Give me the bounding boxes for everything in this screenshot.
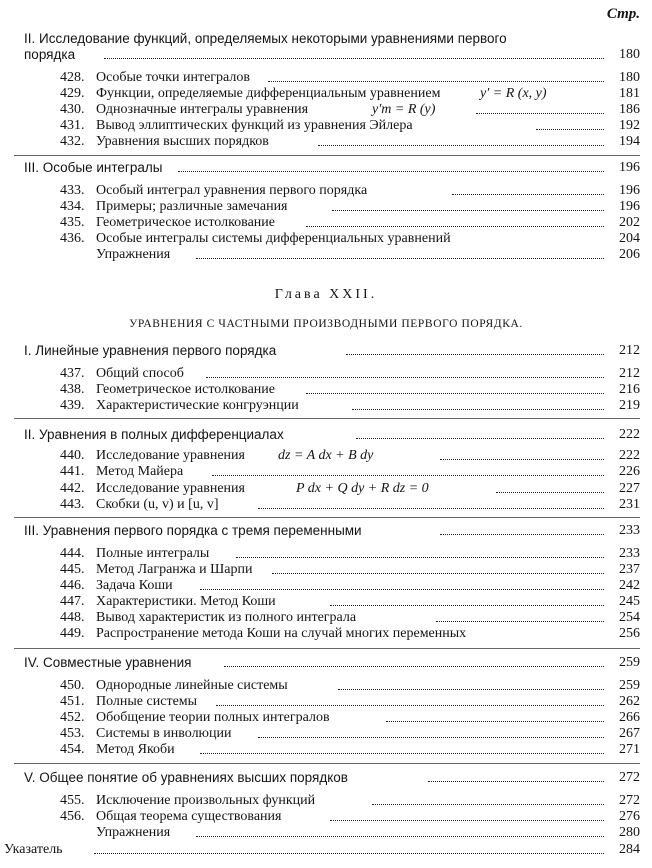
entry-number: 453. bbox=[60, 726, 85, 741]
dot-leader bbox=[352, 409, 604, 410]
toc-entry bbox=[0, 247, 652, 263]
toc-entry bbox=[0, 610, 652, 626]
toc-entry bbox=[0, 231, 652, 247]
page-number: 212 bbox=[619, 343, 640, 358]
toc-entry bbox=[0, 215, 652, 231]
page-number: 192 bbox=[619, 118, 640, 133]
toc-entry bbox=[0, 793, 652, 809]
page-number: 284 bbox=[619, 842, 640, 857]
page-number: 202 bbox=[619, 215, 640, 230]
section-divider bbox=[14, 517, 640, 518]
entry-title: Метод Майера bbox=[96, 464, 184, 479]
toc-section-heading bbox=[0, 47, 652, 63]
page-number: 181 bbox=[619, 86, 640, 101]
toc-entry bbox=[0, 742, 652, 758]
entry-number: 442. bbox=[60, 481, 85, 496]
page-number: 280 bbox=[619, 825, 640, 840]
dot-leader bbox=[372, 804, 604, 805]
page-number: 196 bbox=[619, 160, 640, 175]
section-title: IV. Совместные уравнения bbox=[24, 655, 192, 670]
page-number: 256 bbox=[619, 626, 640, 641]
entry-number: 446. bbox=[60, 578, 85, 593]
section-divider bbox=[14, 763, 640, 764]
entry-title: Уравнения высших порядков bbox=[96, 134, 269, 149]
toc-entry bbox=[0, 578, 652, 594]
dot-leader bbox=[196, 836, 604, 837]
section-title: III. Особые интегралы bbox=[24, 160, 163, 175]
toc-section-heading bbox=[0, 343, 652, 359]
page-number: 231 bbox=[619, 497, 640, 512]
entry-title: Особый интеграл уравнения первого порядка bbox=[96, 183, 368, 198]
page-number: 254 bbox=[619, 610, 640, 625]
page-number: 219 bbox=[619, 398, 640, 413]
toc-entry bbox=[0, 199, 652, 215]
dot-leader bbox=[258, 508, 604, 509]
page-number: 180 bbox=[619, 70, 640, 85]
page-number: 206 bbox=[619, 247, 640, 262]
toc-entry bbox=[0, 382, 652, 398]
entry-formula: y′ = R (x, y) bbox=[480, 86, 547, 101]
entry-title: Вывод характеристик из полного интеграла bbox=[96, 610, 357, 625]
entry-number: 454. bbox=[60, 742, 85, 757]
dot-leader bbox=[428, 781, 604, 782]
chapter-subtitle-line bbox=[0, 316, 652, 332]
dot-leader bbox=[224, 666, 604, 667]
toc-entry bbox=[0, 70, 652, 86]
page-number: 233 bbox=[619, 523, 640, 538]
entry-number: 434. bbox=[60, 199, 85, 214]
entry-title: Характеристические конгруэнции bbox=[96, 398, 299, 413]
entry-number: 440. bbox=[60, 448, 85, 463]
entry-number: 437. bbox=[60, 366, 85, 381]
entry-title: Исключение произвольных функций bbox=[96, 793, 316, 808]
entry-title: Функции, определяемые дифференциальным уравнением bbox=[96, 86, 441, 101]
dot-leader bbox=[306, 226, 604, 227]
dot-leader bbox=[200, 753, 604, 754]
toc-section-heading bbox=[0, 770, 652, 786]
toc-entry bbox=[0, 118, 652, 134]
page-number: 196 bbox=[619, 183, 640, 198]
section-title: V. Общее понятие об уравнениях высших порядков bbox=[24, 770, 348, 785]
page-number: 204 bbox=[619, 231, 640, 246]
dot-leader bbox=[436, 621, 604, 622]
entry-title: Обобщение теории полных интегралов bbox=[96, 710, 330, 725]
page-number: 196 bbox=[619, 199, 640, 214]
dot-leader bbox=[94, 853, 604, 854]
entry-number: 433. bbox=[60, 183, 85, 198]
toc-entry bbox=[0, 626, 652, 642]
page-number: 222 bbox=[619, 448, 640, 463]
entry-title: Задача Коши bbox=[96, 578, 173, 593]
entry-title: Геометрическое истолкование bbox=[96, 215, 275, 230]
dot-leader bbox=[216, 705, 604, 706]
dot-leader bbox=[386, 721, 604, 722]
entry-title: Упражнения bbox=[96, 247, 171, 262]
dot-leader bbox=[212, 475, 604, 476]
entry-title: Общая теорема существования bbox=[96, 809, 282, 824]
dot-leader bbox=[338, 689, 604, 690]
dot-leader bbox=[356, 438, 604, 439]
entry-title: Указатель bbox=[4, 842, 63, 857]
toc-entry bbox=[0, 481, 652, 497]
dot-leader bbox=[536, 129, 604, 130]
toc-entry bbox=[0, 448, 652, 464]
section-title: II. Уравнения в полных дифференциалах bbox=[24, 427, 284, 442]
section-title-continued: порядка bbox=[24, 47, 76, 62]
entry-title: Полные системы bbox=[96, 694, 198, 709]
dot-leader bbox=[318, 145, 604, 146]
entry-number: 428. bbox=[60, 70, 85, 85]
page-number: 271 bbox=[619, 742, 640, 757]
entry-number: 452. bbox=[60, 710, 85, 725]
toc-section-heading bbox=[0, 160, 652, 176]
page-header bbox=[0, 6, 652, 22]
dot-leader bbox=[104, 58, 604, 59]
toc-entry bbox=[0, 398, 652, 414]
entry-title: Полные интегралы bbox=[96, 546, 210, 561]
entry-title: Особые интегралы системы дифференциальных уравнений bbox=[96, 231, 451, 246]
entry-title: Системы в инволюции bbox=[96, 726, 232, 741]
toc-entry bbox=[0, 825, 652, 841]
dot-leader bbox=[200, 589, 604, 590]
entry-formula: P dx + Q dy + R dz = 0 bbox=[296, 481, 429, 496]
entry-formula: dz = A dx + B dy bbox=[278, 448, 374, 463]
section-title: III. Уравнения первого порядка с тремя переменными bbox=[24, 523, 362, 538]
page-number: 216 bbox=[619, 382, 640, 397]
entry-number: 447. bbox=[60, 594, 85, 609]
page-number: 226 bbox=[619, 464, 640, 479]
dot-leader bbox=[330, 820, 604, 821]
entry-number: 443. bbox=[60, 497, 85, 512]
entry-number: 431. bbox=[60, 118, 85, 133]
entry-number: 455. bbox=[60, 793, 85, 808]
dot-leader bbox=[452, 194, 604, 195]
dot-leader bbox=[306, 393, 604, 394]
entry-number: 441. bbox=[60, 464, 85, 479]
page-number: 262 bbox=[619, 694, 640, 709]
dot-leader bbox=[272, 573, 604, 574]
entry-number: 451. bbox=[60, 694, 85, 709]
dot-leader bbox=[196, 258, 604, 259]
entry-title: Примеры; различные замечания bbox=[96, 199, 288, 214]
entry-title: Метод Лагранжа и Шарпи bbox=[96, 562, 253, 577]
toc-entry bbox=[0, 366, 652, 382]
section-divider bbox=[14, 155, 640, 156]
entry-title: Геометрическое истолкование bbox=[96, 382, 275, 397]
page-number: 272 bbox=[619, 770, 640, 785]
entry-title: Характеристики. Метод Коши bbox=[96, 594, 276, 609]
entry-number: 432. bbox=[60, 134, 85, 149]
dot-leader bbox=[178, 171, 604, 172]
dot-leader bbox=[346, 354, 604, 355]
dot-leader bbox=[258, 737, 604, 738]
entry-title: Вывод эллиптических функций из уравнения Эйлера bbox=[96, 118, 413, 133]
entry-title: Распространение метода Коши на случай многих переменных bbox=[96, 626, 467, 641]
dot-leader bbox=[440, 459, 604, 460]
section-title: I. Линейные уравнения первого порядка bbox=[24, 343, 277, 358]
toc-section-heading bbox=[0, 427, 652, 443]
dot-leader bbox=[476, 113, 604, 114]
entry-number: 450. bbox=[60, 678, 85, 693]
page-number: 194 bbox=[619, 134, 640, 149]
section-divider bbox=[14, 418, 640, 419]
dot-leader bbox=[332, 210, 604, 211]
toc-entry bbox=[0, 497, 652, 513]
toc-entry bbox=[0, 102, 652, 118]
entry-number: 430. bbox=[60, 102, 85, 117]
page-number: 267 bbox=[619, 726, 640, 741]
page-number: 276 bbox=[619, 809, 640, 824]
toc-entry bbox=[0, 842, 652, 858]
entry-title: Однородные линейные системы bbox=[96, 678, 288, 693]
dot-leader bbox=[206, 377, 604, 378]
dot-leader bbox=[330, 605, 604, 606]
entry-title: Упражнения bbox=[96, 825, 171, 840]
page-number: 227 bbox=[619, 481, 640, 496]
page-number: 245 bbox=[619, 594, 640, 609]
entry-number: 438. bbox=[60, 382, 85, 397]
entry-number: 435. bbox=[60, 215, 85, 230]
toc-entry bbox=[0, 464, 652, 480]
entry-title: Исследование уравнения bbox=[96, 481, 245, 496]
toc-entry bbox=[0, 594, 652, 610]
page-number: 242 bbox=[619, 578, 640, 593]
entry-number: 448. bbox=[60, 610, 85, 625]
chapter-heading bbox=[0, 287, 652, 303]
entry-formula: y′m = R (y) bbox=[372, 102, 436, 117]
section-divider bbox=[14, 648, 640, 649]
page-number: 180 bbox=[619, 47, 640, 62]
toc-entry bbox=[0, 726, 652, 742]
entry-number: 445. bbox=[60, 562, 85, 577]
toc-entry bbox=[0, 134, 652, 150]
page-number: 233 bbox=[619, 546, 640, 561]
entry-number: 439. bbox=[60, 398, 85, 413]
page-number: 222 bbox=[619, 427, 640, 442]
entry-title: Особые точки интегралов bbox=[96, 70, 250, 85]
page-number: 186 bbox=[619, 102, 640, 117]
page-number: 266 bbox=[619, 710, 640, 725]
page-number: 259 bbox=[619, 678, 640, 693]
entry-number: 444. bbox=[60, 546, 85, 561]
toc-section-heading bbox=[0, 523, 652, 539]
toc-entry bbox=[0, 183, 652, 199]
page-number: 259 bbox=[619, 655, 640, 670]
dot-leader bbox=[440, 534, 604, 535]
dot-leader bbox=[268, 81, 604, 82]
toc-section-heading bbox=[0, 655, 652, 671]
page-number: 272 bbox=[619, 793, 640, 808]
toc-section-heading bbox=[0, 31, 652, 47]
toc-entry bbox=[0, 809, 652, 825]
entry-number: 429. bbox=[60, 86, 85, 101]
dot-leader bbox=[496, 492, 604, 493]
entry-number: 456. bbox=[60, 809, 85, 824]
entry-title: Скобки (u, v) и [u, v] bbox=[96, 497, 219, 512]
section-title: II. Исследование функций, определяемых некоторыми уравнениями первого bbox=[24, 31, 507, 46]
toc-entry bbox=[0, 694, 652, 710]
page-number: 237 bbox=[619, 562, 640, 577]
entry-title: Исследование уравнения bbox=[96, 448, 245, 463]
entry-title: Общий способ bbox=[96, 366, 184, 381]
entry-number: 436. bbox=[60, 231, 85, 246]
toc-entry bbox=[0, 546, 652, 562]
toc-entry bbox=[0, 86, 652, 102]
chapter-subtitle: УРАВНЕНИЯ С ЧАСТНЫМИ ПРОИЗВОДНЫМИ ПЕРВОГО ПОРЯДКА. bbox=[129, 318, 523, 330]
entry-number: 449. bbox=[60, 626, 85, 641]
entry-title: Однозначные интегралы уравнения bbox=[96, 102, 309, 117]
toc-entry bbox=[0, 678, 652, 694]
entry-title: Метод Якоби bbox=[96, 742, 175, 757]
page-number: 212 bbox=[619, 366, 640, 381]
toc-entry bbox=[0, 562, 652, 578]
dot-leader bbox=[236, 557, 604, 558]
page-column-heading: Стр. bbox=[606, 6, 640, 22]
toc-entry bbox=[0, 710, 652, 726]
chapter-title: Глава XXII. bbox=[274, 287, 378, 302]
